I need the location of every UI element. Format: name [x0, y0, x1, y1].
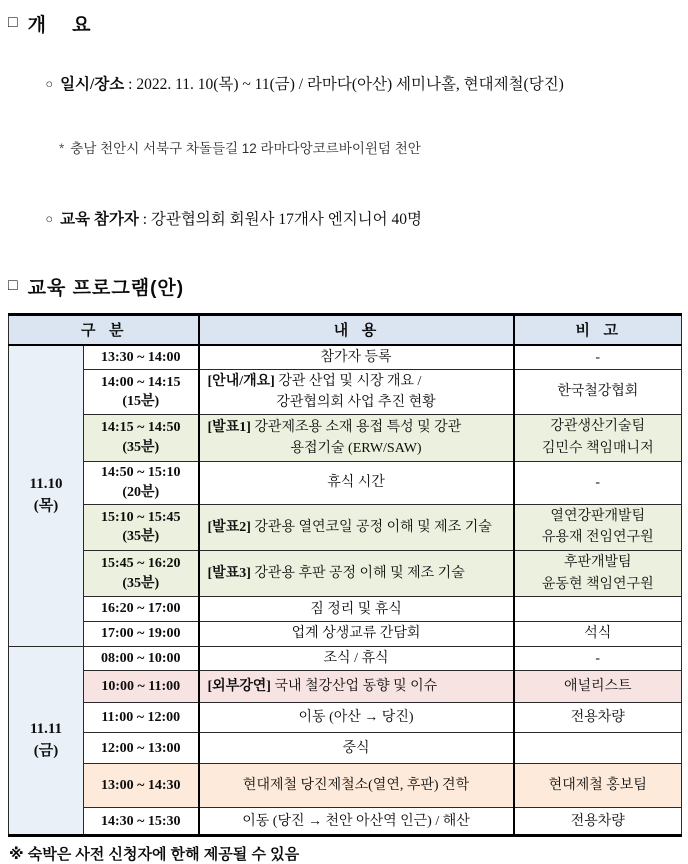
- table-row: [9, 461, 682, 504]
- time-cell: [84, 461, 199, 504]
- time-text: 14:30 ~ 15:30: [100, 813, 181, 829]
- content-line: 강관협의회 사업 추진 현황: [276, 395, 436, 411]
- program-table-body: [9, 345, 682, 836]
- time-cell: [84, 764, 199, 808]
- circle-bullet-icon: ○: [45, 212, 54, 226]
- program-table: [8, 313, 682, 837]
- datetime-value: 2022. 11. 10(목) ~ 11(금) / 라마다(아산) 세미나홀, 현대제철(당진): [136, 76, 564, 93]
- note-cell: [514, 622, 682, 647]
- time-text: 08:00 ~ 10:00: [100, 650, 181, 666]
- note-cell: [514, 550, 682, 596]
- note-cell: [514, 345, 682, 370]
- content-cell: [199, 504, 514, 550]
- note-line: -: [595, 474, 601, 490]
- duration-text: (35분): [122, 575, 160, 591]
- time-text: 10:00 ~ 11:00: [101, 679, 181, 695]
- day-text: (목): [33, 497, 59, 514]
- time-cell: [84, 504, 199, 550]
- time-text: 12:00 ~ 13:00: [100, 740, 181, 756]
- content-cell: [199, 646, 514, 671]
- note-line: 열연강판개발팀: [550, 508, 646, 524]
- date-text: 11.10: [29, 475, 63, 492]
- table-row: [9, 415, 682, 461]
- content-line: 짐 정리 및 휴식: [310, 601, 402, 617]
- note-line: 석식: [584, 626, 612, 641]
- header-cell-note: 비 고: [514, 315, 682, 345]
- note-cell: [514, 461, 682, 504]
- overview-item-datetime: [30, 54, 681, 112]
- session-label: [안내/개요]: [207, 374, 275, 390]
- note-cell: [514, 808, 682, 836]
- date-cell: [9, 345, 84, 647]
- time-cell: [84, 733, 199, 764]
- content-line: 중식: [342, 740, 370, 756]
- note-cell: [514, 597, 682, 622]
- note-cell: [514, 733, 682, 764]
- note-cell: [514, 703, 682, 733]
- datetime-label: 일시/장소: [60, 76, 125, 93]
- content-cell: [199, 461, 514, 504]
- content-cell: [199, 671, 514, 703]
- table-row: [9, 646, 682, 671]
- note-line: 윤동현 책임연구원: [541, 576, 654, 592]
- session-label: [발표2]: [207, 519, 251, 535]
- time-text: 17:00 ~ 19:00: [100, 626, 181, 642]
- overview-subitem-address: [44, 122, 681, 172]
- circle-bullet-icon: ○: [45, 77, 54, 91]
- note-line: 유용재 전임연구원: [541, 530, 654, 546]
- header-cell-content: 내 용: [199, 315, 514, 345]
- table-row: [9, 550, 682, 596]
- header-cell-group: 구 분: [9, 315, 199, 345]
- header-row: [9, 315, 682, 345]
- content-cell: [199, 370, 514, 415]
- time-cell: [84, 415, 199, 461]
- date-text: 11.11: [29, 720, 63, 737]
- datetime-separator: :: [124, 76, 137, 93]
- time-cell: [84, 550, 199, 596]
- content-line: [안내/개요] 강관 산업 및 시장 개요 /: [207, 374, 422, 390]
- session-label: [외부강연]: [207, 679, 271, 695]
- content-line: [외부강연] 국내 철강산업 동향 및 이슈: [207, 679, 438, 695]
- address-text: 충남 천안시 서북구 차돌들길 12 라마다앙코르바이윈덤 천안: [70, 141, 421, 156]
- duration-text: (20분): [122, 484, 160, 500]
- program-heading: [8, 273, 681, 300]
- note-cell: [514, 370, 682, 415]
- note-line: 한국철강협회: [557, 384, 639, 400]
- time-cell: [84, 370, 199, 415]
- time-text: 13:30 ~ 14:00: [100, 349, 181, 365]
- content-line: 조식 / 휴식: [323, 651, 389, 667]
- note-cell: [514, 415, 682, 461]
- note-cell: [514, 504, 682, 550]
- overview-item-participants: [30, 189, 681, 247]
- time-cell: [84, 597, 199, 622]
- time-text: 11:00 ~ 12:00: [101, 710, 181, 726]
- note-cell: [514, 671, 682, 703]
- note-line: 현대제철 홍보팀: [548, 778, 647, 794]
- time-cell: [84, 345, 199, 370]
- table-row: [9, 703, 682, 733]
- duration-text: (35분): [122, 439, 160, 455]
- table-row: [9, 808, 682, 836]
- time-cell: [84, 622, 199, 647]
- square-bullet-icon: □: [8, 276, 19, 294]
- table-row: [9, 733, 682, 764]
- note-line: 후판개발팀: [563, 554, 632, 570]
- program-heading-text: 교육 프로그램(안): [27, 278, 185, 299]
- content-line: 현대제철 당진제철소(열연, 후판) 견학: [242, 778, 470, 794]
- note-cell: [514, 764, 682, 808]
- program-table-header: [9, 315, 682, 345]
- time-text: 15:45 ~ 16:20: [100, 556, 181, 572]
- time-text: 14:15 ~ 14:50: [100, 420, 181, 436]
- content-line: 업계 상생교류 간담회: [291, 626, 421, 642]
- time-text: 14:50 ~ 15:10: [100, 464, 181, 480]
- participants-label: 교육 참가자: [60, 211, 139, 228]
- day-text: (금): [33, 742, 59, 759]
- content-cell: [199, 550, 514, 596]
- time-cell: [84, 646, 199, 671]
- time-text: 16:20 ~ 17:00: [100, 601, 181, 617]
- time-text: 15:10 ~ 15:45: [100, 509, 181, 525]
- content-cell: [199, 808, 514, 836]
- content-line: [발표1] 강관제조용 소재 용접 특성 및 강관: [207, 419, 462, 435]
- content-cell: [199, 733, 514, 764]
- time-cell: [84, 671, 199, 703]
- table-row: [9, 345, 682, 370]
- content-cell: [199, 415, 514, 461]
- time-cell: [84, 703, 199, 733]
- content-cell: [199, 597, 514, 622]
- note-cell: [514, 646, 682, 671]
- content-line: 용접기술 (ERW/SAW): [290, 440, 422, 456]
- content-line: 참가자 등록: [320, 349, 392, 365]
- note-line: -: [595, 650, 601, 666]
- note-line: -: [595, 349, 601, 365]
- content-line: [발표3] 강관용 후판 공정 이해 및 제조 기술: [207, 566, 465, 582]
- content-cell: [199, 703, 514, 733]
- duration-text: (15분): [122, 394, 160, 410]
- content-line: 이동 (당진 → 천안 아산역 인근) / 해산: [242, 813, 470, 829]
- content-cell: [199, 345, 514, 370]
- table-row: [9, 504, 682, 550]
- time-text: 14:00 ~ 14:15: [100, 374, 181, 390]
- note-line: 전용차량: [570, 813, 625, 829]
- table-row: [9, 764, 682, 808]
- participants-separator: :: [138, 211, 151, 228]
- time-cell: [84, 808, 199, 836]
- asterisk-bullet-icon: *: [59, 141, 65, 156]
- note-line: 애널리스트: [563, 679, 632, 695]
- content-cell: [199, 764, 514, 808]
- footnote: ※ 숙박은 사전 신청자에 한해 제공될 수 있음: [9, 846, 300, 864]
- session-label: [발표1]: [207, 419, 251, 435]
- table-row: [9, 370, 682, 415]
- session-label: [발표3]: [207, 566, 251, 582]
- note-line: 김민수 책임매니저: [541, 440, 654, 456]
- participants-value: 강관협의회 회원사 17개사 엔지니어 40명: [150, 211, 422, 228]
- table-row: [9, 597, 682, 622]
- content-line: 휴식 시간: [327, 475, 385, 491]
- date-cell: [9, 646, 84, 836]
- table-row: [9, 622, 682, 647]
- content-line: [발표2] 강관용 열연코일 공정 이해 및 제조 기술: [207, 519, 492, 535]
- content-cell: [199, 622, 514, 647]
- overview-heading-text: 개 요: [27, 15, 92, 36]
- table-row: [9, 671, 682, 703]
- overview-heading: [8, 10, 681, 37]
- square-bullet-icon: □: [8, 13, 19, 31]
- content-line: 이동 (아산 → 당진): [298, 710, 414, 726]
- time-text: 13:00 ~ 14:30: [100, 778, 181, 794]
- duration-text: (35분): [122, 529, 160, 545]
- note-line: 전용차량: [570, 710, 625, 726]
- note-line: 강관생산기술팀: [550, 419, 646, 435]
